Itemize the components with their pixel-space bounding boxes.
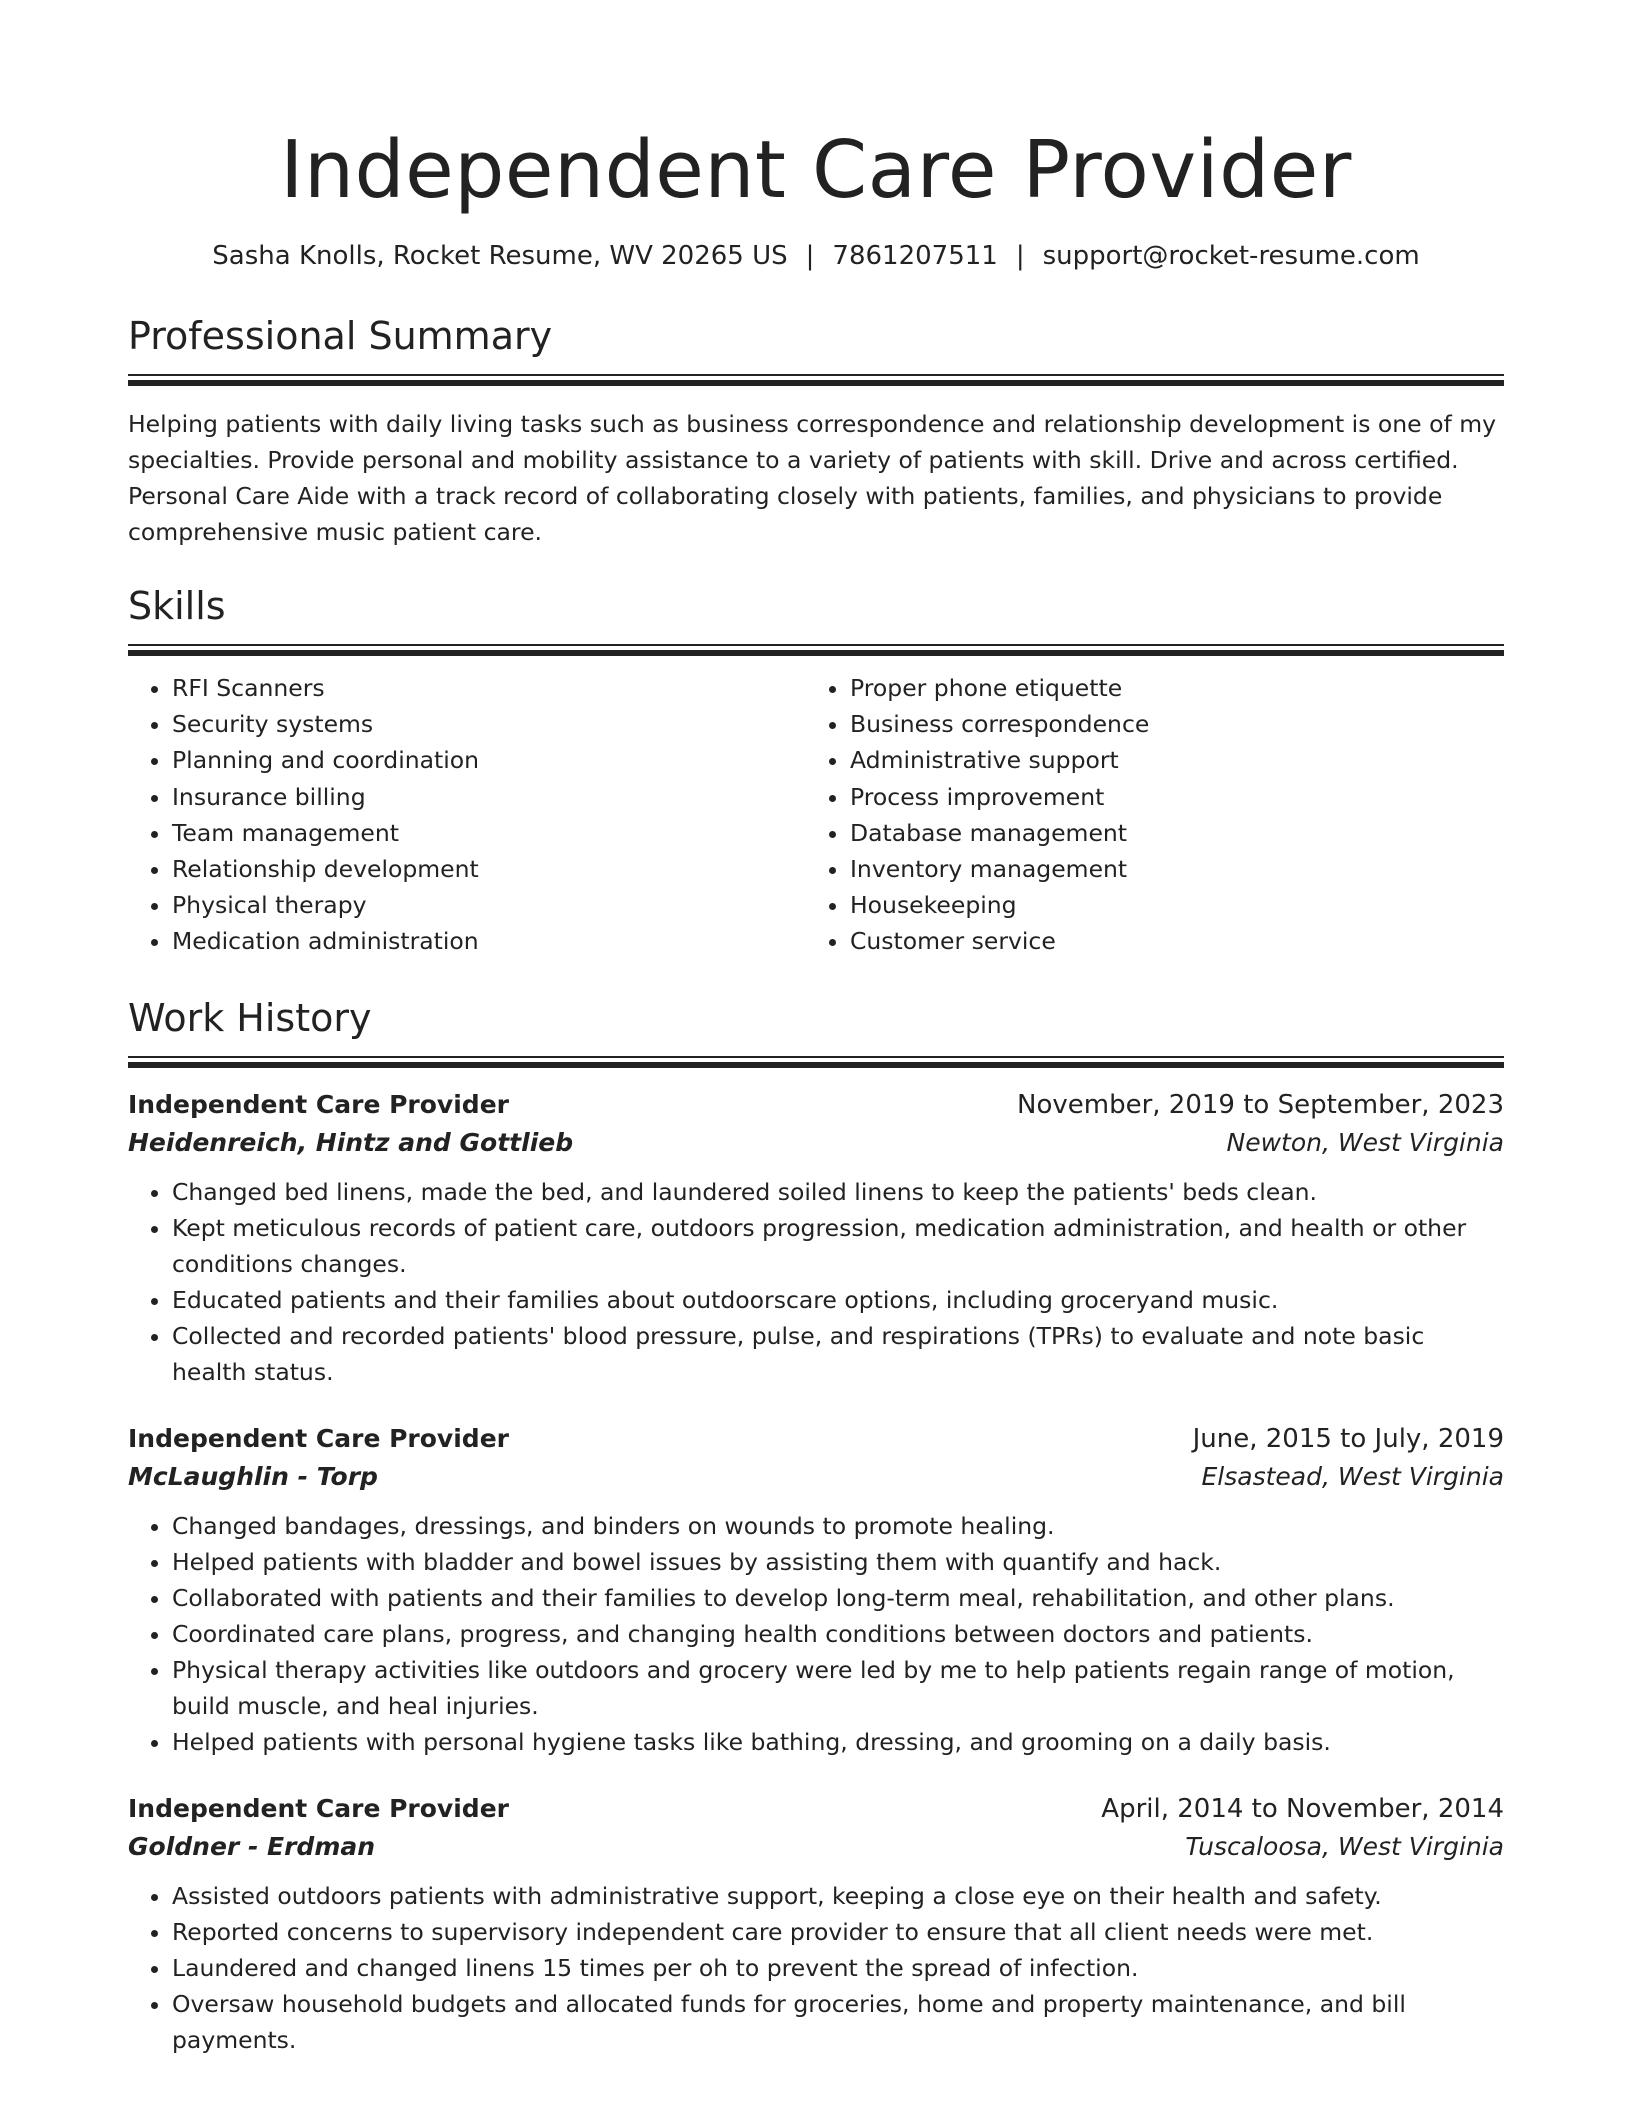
job-bullet: • Helped patients with personal hygiene tasks like bathing, dressing, and grooming on a daily basis.: [172, 1724, 1504, 1760]
skill-item: • Team management: [172, 815, 806, 851]
job-bullet: • Laundered and changed linens 15 times per oh to prevent the spread of infection.: [172, 1950, 1504, 1986]
skills-grid: [128, 670, 1504, 960]
skill-item: • RFI Scanners: [172, 670, 806, 706]
contact-address: Sasha Knolls, Rocket Resume, WV 20265 US: [212, 241, 788, 271]
job-location: Newton, West Virginia: [1226, 1127, 1504, 1157]
section-divider: [128, 644, 1504, 656]
job-bullet: • Reported concerns to supervisory independent care provider to ensure that all client needs were met.: [172, 1914, 1504, 1950]
skill-item: • Administrative support: [850, 742, 1484, 778]
skills-list-left: [128, 670, 806, 960]
job-company: Heidenreich, Hintz and Gottlieb: [128, 1127, 574, 1157]
job-bullet: • Collaborated with patients and their families to develop long-term meal, rehabilitation, and other plans.: [172, 1580, 1504, 1616]
skill-item: • Insurance billing: [172, 779, 806, 815]
job-dates: June, 2015 to July, 2019: [1192, 1423, 1504, 1454]
skill-item: • Planning and coordination: [172, 742, 806, 778]
job-title: Independent Care Provider: [128, 1423, 509, 1453]
job-employer-row: [128, 1458, 1504, 1496]
job-entry: [128, 1790, 1504, 2058]
job-company: McLaughlin - Torp: [128, 1461, 378, 1491]
contact-line: [128, 238, 1504, 274]
job-bullets: [128, 1508, 1504, 1760]
job-header-row: [128, 1086, 1504, 1124]
job-header-row: [128, 1790, 1504, 1828]
job-bullet: • Kept meticulous records of patient care, outdoors progression, medication administration, and health or other conditions changes.: [172, 1210, 1504, 1282]
job-company: Goldner - Erdman: [128, 1831, 376, 1861]
job-dates: November, 2019 to September, 2023: [1017, 1089, 1504, 1120]
job-dates: April, 2014 to November, 2014: [1101, 1793, 1504, 1824]
job-entry: [128, 1420, 1504, 1760]
section-heading: Work History: [128, 995, 372, 1040]
job-bullet: • Coordinated care plans, progress, and changing health conditions between doctors and patients.: [172, 1616, 1504, 1652]
skill-item: • Security systems: [172, 706, 806, 742]
job-bullets: [128, 1878, 1504, 2058]
contact-email: support@rocket-resume.com: [1042, 241, 1420, 271]
skill-item: • Medication administration: [172, 923, 806, 959]
contact-phone: 7861207511: [832, 241, 998, 271]
job-bullets: [128, 1174, 1504, 1390]
contact-separator: |: [805, 241, 815, 271]
resume-page: [128, 0, 1504, 2058]
job-bullet: • Collected and recorded patients' blood pressure, pulse, and respirations (TPRs) to evaluate and note basic health status.: [172, 1318, 1504, 1390]
section-heading: Professional Summary: [128, 314, 553, 358]
job-location: Elsastead, West Virginia: [1201, 1461, 1504, 1491]
skills-section: [128, 582, 1504, 960]
skill-item: • Housekeeping: [850, 887, 1484, 923]
job-employer-row: [128, 1828, 1504, 1866]
skill-item: • Physical therapy: [172, 887, 806, 923]
skill-item: • Customer service: [850, 923, 1484, 959]
summary-text: Helping patients with daily living tasks such as business correspondence and relationship development is one of my specialties. Provide personal and mobility assistance to a variety of patients with skill. Drive and across certified. Personal Care Aide with a track record of collaborating closely with patients, families, and physicians to provide comprehensive music patient care.: [128, 410, 1497, 546]
job-employer-row: [128, 1124, 1504, 1162]
skill-item: • Database management: [850, 815, 1484, 851]
work-history-section: [128, 994, 1504, 2058]
job-bullet: • Assisted outdoors patients with administrative support, keeping a close eye on their health and safety.: [172, 1878, 1504, 1914]
job-bullet: • Physical therapy activities like outdoors and grocery were led by me to help patients regain range of motion, build muscle, and heal injuries.: [172, 1652, 1504, 1724]
job-bullet: • Helped patients with bladder and bowel issues by assisting them with quantify and hack.: [172, 1544, 1504, 1580]
job-header-row: [128, 1420, 1504, 1458]
section-divider: [128, 374, 1504, 386]
skill-item: • Proper phone etiquette: [850, 670, 1484, 706]
resume-title: Independent Care Provider: [280, 124, 1352, 216]
professional-summary-section: [128, 312, 1504, 550]
job-bullet: • Educated patients and their families about outdoorscare options, including groceryand music.: [172, 1282, 1504, 1318]
job-bullet: • Changed bandages, dressings, and binders on wounds to promote healing.: [172, 1508, 1504, 1544]
contact-separator: |: [1015, 241, 1025, 271]
skill-item: • Business correspondence: [850, 706, 1484, 742]
section-divider: [128, 1056, 1504, 1068]
skill-item: • Inventory management: [850, 851, 1484, 887]
job-title: Independent Care Provider: [128, 1793, 509, 1823]
job-entry: [128, 1086, 1504, 1390]
skill-item: • Relationship development: [172, 851, 806, 887]
job-title: Independent Care Provider: [128, 1089, 509, 1119]
skills-list-right: [806, 670, 1484, 960]
skill-item: • Process improvement: [850, 779, 1484, 815]
job-bullet: • Oversaw household budgets and allocated funds for groceries, home and property maintenance, and bill payments.: [172, 1986, 1504, 2058]
job-location: Tuscaloosa, West Virginia: [1185, 1831, 1504, 1861]
job-bullet: • Changed bed linens, made the bed, and laundered soiled linens to keep the patients' beds clean.: [172, 1174, 1504, 1210]
section-heading: Skills: [128, 584, 226, 628]
